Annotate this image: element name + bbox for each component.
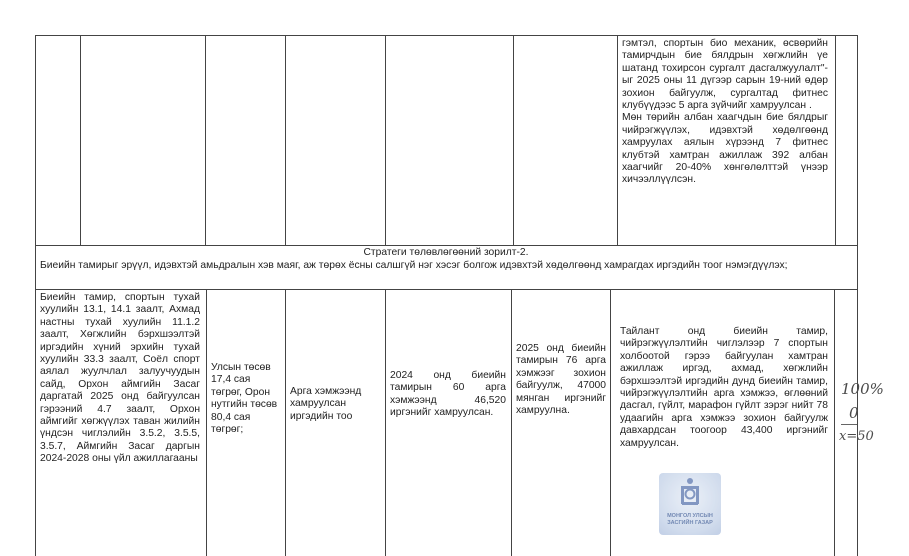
col-border (285, 35, 286, 245)
col-border (385, 289, 386, 556)
handwritten-zero: 0 (849, 404, 859, 422)
col-border (513, 35, 514, 245)
indicator-cell: Арга хэмжээнд хамруулсан иргэдийн тоо (290, 386, 362, 422)
table-top-border (35, 35, 857, 36)
seal-text-line-2: ЗАСГИЙН ГАЗАР (667, 520, 713, 526)
section-top-border (35, 245, 857, 246)
handwritten-stroke (841, 424, 857, 425)
col-border (205, 35, 206, 245)
col-border (285, 289, 286, 556)
budget-cell: Улсын төсөв 17,4 сая төгрөг, Орон нутгийн төсөв 80,4 сая төгрөг; (211, 362, 278, 436)
col-border (511, 289, 512, 556)
top-row-description (622, 38, 828, 187)
section-bottom-border (35, 289, 857, 290)
col-border (857, 35, 858, 556)
soyombo-emblem-icon (678, 477, 702, 507)
handwritten-x-value: x=50 (839, 429, 874, 444)
col-border (834, 289, 835, 556)
handwritten-percent: 100% (841, 380, 884, 398)
col-border (80, 35, 81, 245)
col-border (617, 35, 618, 245)
description-paragraph-2: Мөн төрийн албан хаагчдын бие бялдрыг чийрэгжүүлэх, идэвхтэй хөдөлгөөнд хамруулах аялын хүрээнд 7 фитнес клубтэй хамтран ажиллаж 392 албан хаагчийг 20-40% хөнгөлөлттэй үнээр хичээллүүлсэн. (622, 112, 828, 186)
col-border (35, 35, 36, 556)
baseline-cell: 2024 онд биеийн тамирын 60 арга хэмжээнд 46,520 иргэнийг хамруулсан. (390, 370, 506, 419)
legal-basis-cell: Биеийн тамир, спортын тухай хуулийн 13.1, 14.1 заалт, Ахмад настны тухай хуулийн 11.1.2 заалт, Хөгжлийн бэрхшээлтэй иргэдийн хүний эрхийн тухай хуулийн 33.3 заалт, Соёл спорт аялал жуулчлал залуучуудын сайд, Орхон аймгийн Засаг даргатай 2025 онд байгуулсан гэрээний 4.7 заалт, Орхон аймгийг хөгжүүлэх таван жилийн үндсэн чиглэлийн 3.5.2, 3.5.5, 3.5.7, Аймгийн Засаг даргын 2024-2028 оны үйл ажиллагааны (40, 292, 200, 465)
government-seal-watermark (659, 473, 721, 535)
seal-text-line-1: МОНГОЛ УЛСЫН (667, 513, 713, 519)
col-border (835, 35, 836, 245)
section-goal: Биеийн тамирыг эрүүл, идэвхтэй амьдралын хэв маяг, аж төрөх ёсны салшгүй нэг хэсэг болгож идэвхтэй хөдөлгөөнд хамрагдах иргэдийн тоог нэмэгдүүлэх; (40, 260, 788, 271)
description-paragraph-1: гэмтэл, спортын био механик, өсвөрийн тамирчдын бие бялдрын хөгжлийн үе шатанд тохирсон сургалт дасгалжуулалт"-ыг 2025 оны 11 дүгээр сарын 19-ний өдөр зохион байгуулж, сургалтад фитнес клубүүдээс 5 арга зүйчийг хамруулсан . (622, 38, 828, 112)
col-border (206, 289, 207, 556)
col-border (385, 35, 386, 245)
seal-text (659, 513, 721, 527)
report-cell: Тайлант онд биеийн тамир, чийрэгжүүлэлтийн чиглэлээр 7 спортын холбоотой гэрээ байгуулан хамтран ажиллаж иргэд, ахмад, хөгжлийн бэрхшээлтэй иргэдийн дунд биеийн тамир, чийрэгжүүлэлтийн арга хэмжээ, өглөөний дасгал, гүйлт, марафон гүйлт зэрэг нийт 78 удаагийн арга хэмжээ зохион байгуулж давхардсан тоогоор 43,400 иргэнийг хамруулсан. (620, 326, 828, 449)
target-cell: 2025 онд биеийн тамирын 76 арга хэмжээг зохион байгуулж, 47000 мянган иргэнийг хамруулна. (516, 343, 606, 417)
col-border (610, 289, 611, 556)
section-title: Стратеги төлөвлөгөөний зорилт-2. (363, 247, 529, 258)
